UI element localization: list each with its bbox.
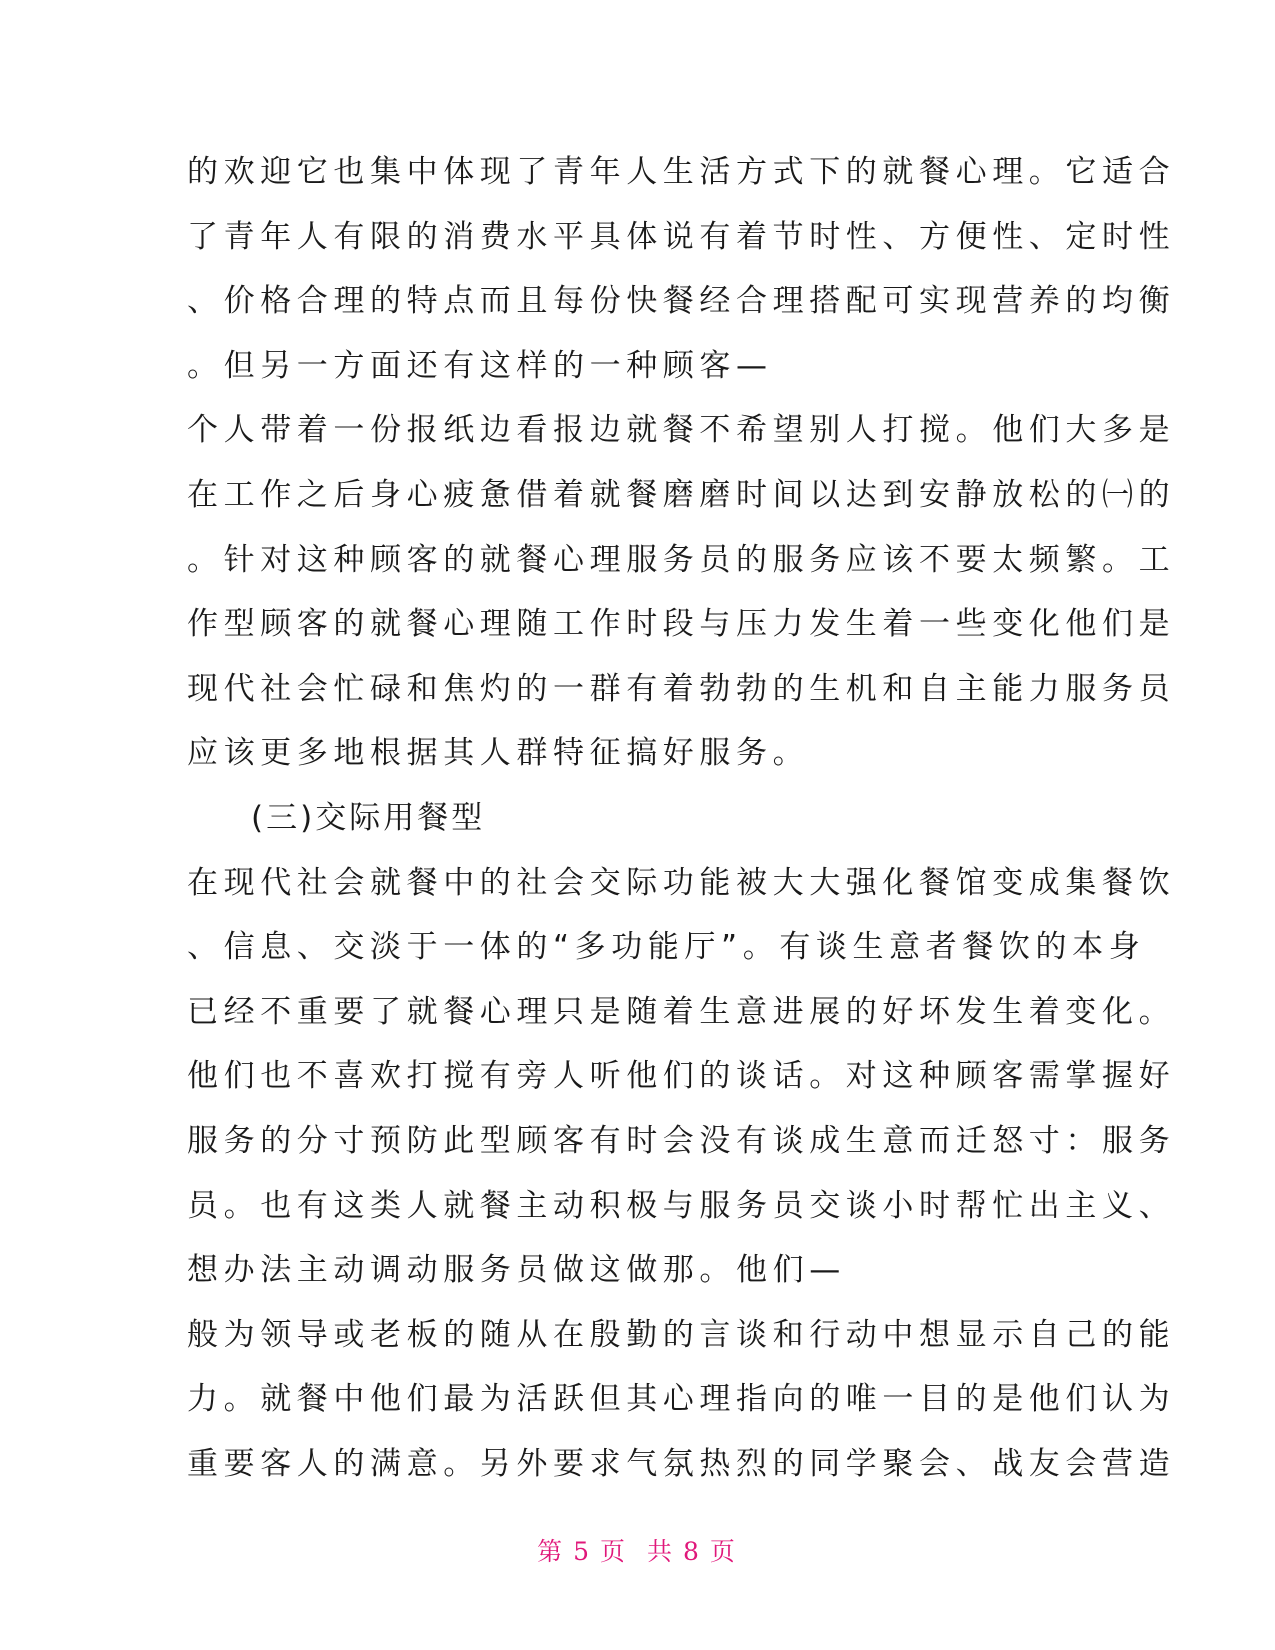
footer-prefix: 第: [537, 1537, 566, 1566]
text-line: 个人带着一份报纸边看报边就餐不希望别人打搅。他们大多是: [187, 412, 1176, 449]
section-heading: (三)交际用餐型: [251, 799, 486, 836]
text-line: 了青年人有限的消费水平具体说有着节时性、方便性、定时性: [187, 218, 1176, 255]
text-line: 、信息、交淡于一体的“多功能厅”。有谈生意者餐饮的本身: [187, 929, 1146, 966]
footer-suffix: 页: [709, 1537, 738, 1566]
text-line: 已经不重要了就餐心理只是随着生意进展的好坏发生着变化。: [187, 993, 1176, 1030]
footer-total-word: 共: [646, 1537, 675, 1566]
text-line: 般为领导或老板的随从在殷勤的言谈和行动中想显示自己的能: [187, 1316, 1176, 1353]
body-text: [187, 140, 1176, 1496]
page-footer: [0, 1532, 1275, 1568]
text-line: 在工作之后身心疲惫借着就餐磨磨时间以达到安静放松的㈠的: [187, 476, 1176, 513]
text-line: 重要客人的满意。另外要求气氛热烈的同学聚会、战友会营造: [187, 1445, 1176, 1482]
text-line: 现代社会忙碌和焦灼的一群有着勃勃的生机和自主能力服务员: [187, 670, 1176, 707]
text-line: 员。也有这类人就餐主动积极与服务员交谈小时帮忙出主义、: [187, 1187, 1176, 1224]
text-line: 、价格合理的特点而且每份快餐经合理搭配可实现营养的均衡: [187, 283, 1176, 320]
text-line: 。针对这种顾客的就餐心理服务员的服务应该不要太频繁。工: [187, 541, 1176, 578]
text-line: 他们也不喜欢打搅有旁人听他们的谈话。对这种顾客需掌握好: [187, 1058, 1176, 1095]
total-page-number: 8: [682, 1537, 702, 1566]
text-line: 服务的分寸预防此型顾客有时会没有谈成生意而迁怒寸：服务: [187, 1122, 1176, 1159]
footer-page-word: 页: [600, 1537, 629, 1566]
text-line: 在现代社会就餐中的社会交际功能被大大强化餐馆变成集餐饮: [187, 864, 1176, 901]
text-line: 作型顾客的就餐心理随工作时段与压力发生着一些变化他们是: [187, 606, 1176, 643]
text-line: 的欢迎它也集中体现了青年人生活方式下的就餐心理。它适合: [187, 154, 1176, 190]
text-line: 应该更多地根据其人群特征搞好服务。: [187, 735, 810, 772]
current-page-number: 5: [573, 1537, 592, 1566]
text-line: 力。就餐中他们最为活跃但其心理指向的唯一目的是他们认为: [187, 1381, 1176, 1418]
text-line: 想办法主动调动服务员做这做那。他们—: [187, 1252, 846, 1289]
text-line: 。但另一方面还有这样的一种顾客—: [187, 347, 773, 384]
